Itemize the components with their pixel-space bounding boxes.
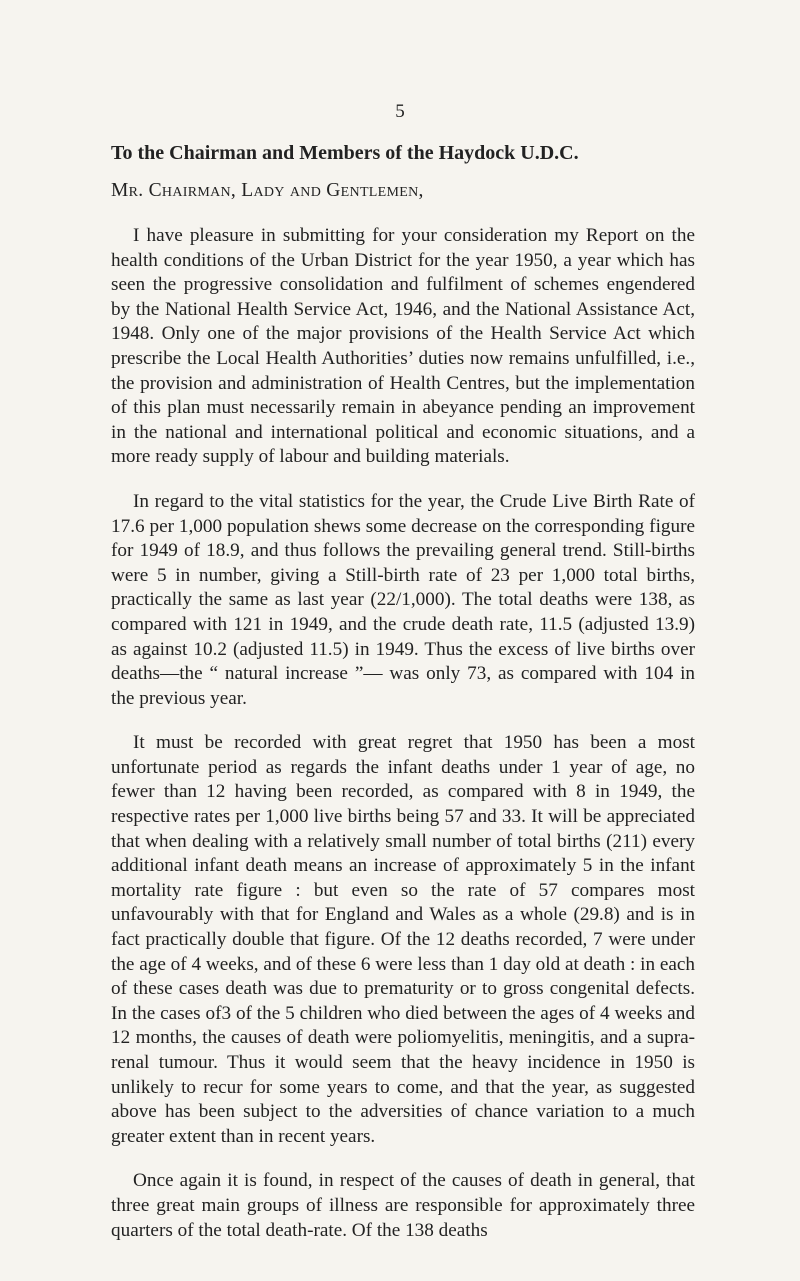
report-body: [111, 140, 695, 1263]
paragraph-vital-statistics: In regard to the vital statistics for the year, the Crude Live Birth Rate of 17.6 per 1,000 population shews some decrease on the corresponding figure for 1949 of 18.9, and thus follows the prevailing general trend. Still-births were 5 in number, giving a Still-birth rate of 23 per 1,000 total births, practically the same as last year (22/1,000). The total deaths were 138, as compared with 121 in 1949, and the crude death rate, 11.5 (adjusted 13.9) as against 10.2 (adjusted 11.5) in 1949. Thus the excess of live births over deaths—the “ natural increase ”— was only 73, as compared with 104 in the previous year.: [111, 490, 695, 709]
paragraph-infant-deaths: It must be recorded with great regret that 1950 has been a most unfortunate period as regards the infant deaths under 1 year of age, no fewer than 12 having been recorded, as compared with 8 in 1949, the respective rates per 1,000 live births being 57 and 33. It will be appreciated that when dealing with a relatively small number of total births (211) every additional infant death means an increase of approximately 5 in the infant mortality rate figure : but even so the rate of 57 compares most unfavourably with that for England and Wales as a whole (29.8) and is in fact practically double that figure. Of the 12 deaths recorded, 7 were under the age of 4 weeks, and of these 6 were less than 1 day old at death : in each of these cases death was due to prematurity or to gross congenital defects. In the cases of3 of the 5 children who died between the ages of 4 weeks and 12 months, the causes of death were poliomyelitis, meningitis, and a supra-renal tumour. Thus it would seem that the heavy incidence in 1950 is unlikely to recur for some years to come, and that the year, as suggested above has been subject to the adversities of chance variation to a much greater extent than in recent years.: [111, 732, 695, 1147]
addressee-heading: To the Chairman and Members of the Haydock U.D.C.: [111, 142, 579, 164]
page-number: 5: [395, 101, 405, 122]
salutation: Mr. Chairman, Lady and Gentlemen,: [111, 180, 424, 201]
paragraph-causes-of-death: Once again it is found, in respect of the causes of death in general, that three great main groups of illness are responsible for approximately three quarters of the total death-rate. Of the 138 deaths: [111, 1170, 695, 1241]
paragraph-introduction: I have pleasure in submitting for your consideration my Report on the health conditions of the Urban District for the year 1950, a year which has seen the progressive consolidation and fulfilment of schemes engendered by the National Health Service Act, 1946, and the National Assistance Act, 1948. Only one of the major provisions of the Health Service Act which prescribe the Local Health Authorities’ duties now remains unfulfilled, i.e., the provision and administration of Health Centres, but the implementation of this plan must necessarily remain in abeyance pending an improvement in the national and international political and economic situations, and a more ready supply of labour and building materials.: [111, 225, 695, 468]
